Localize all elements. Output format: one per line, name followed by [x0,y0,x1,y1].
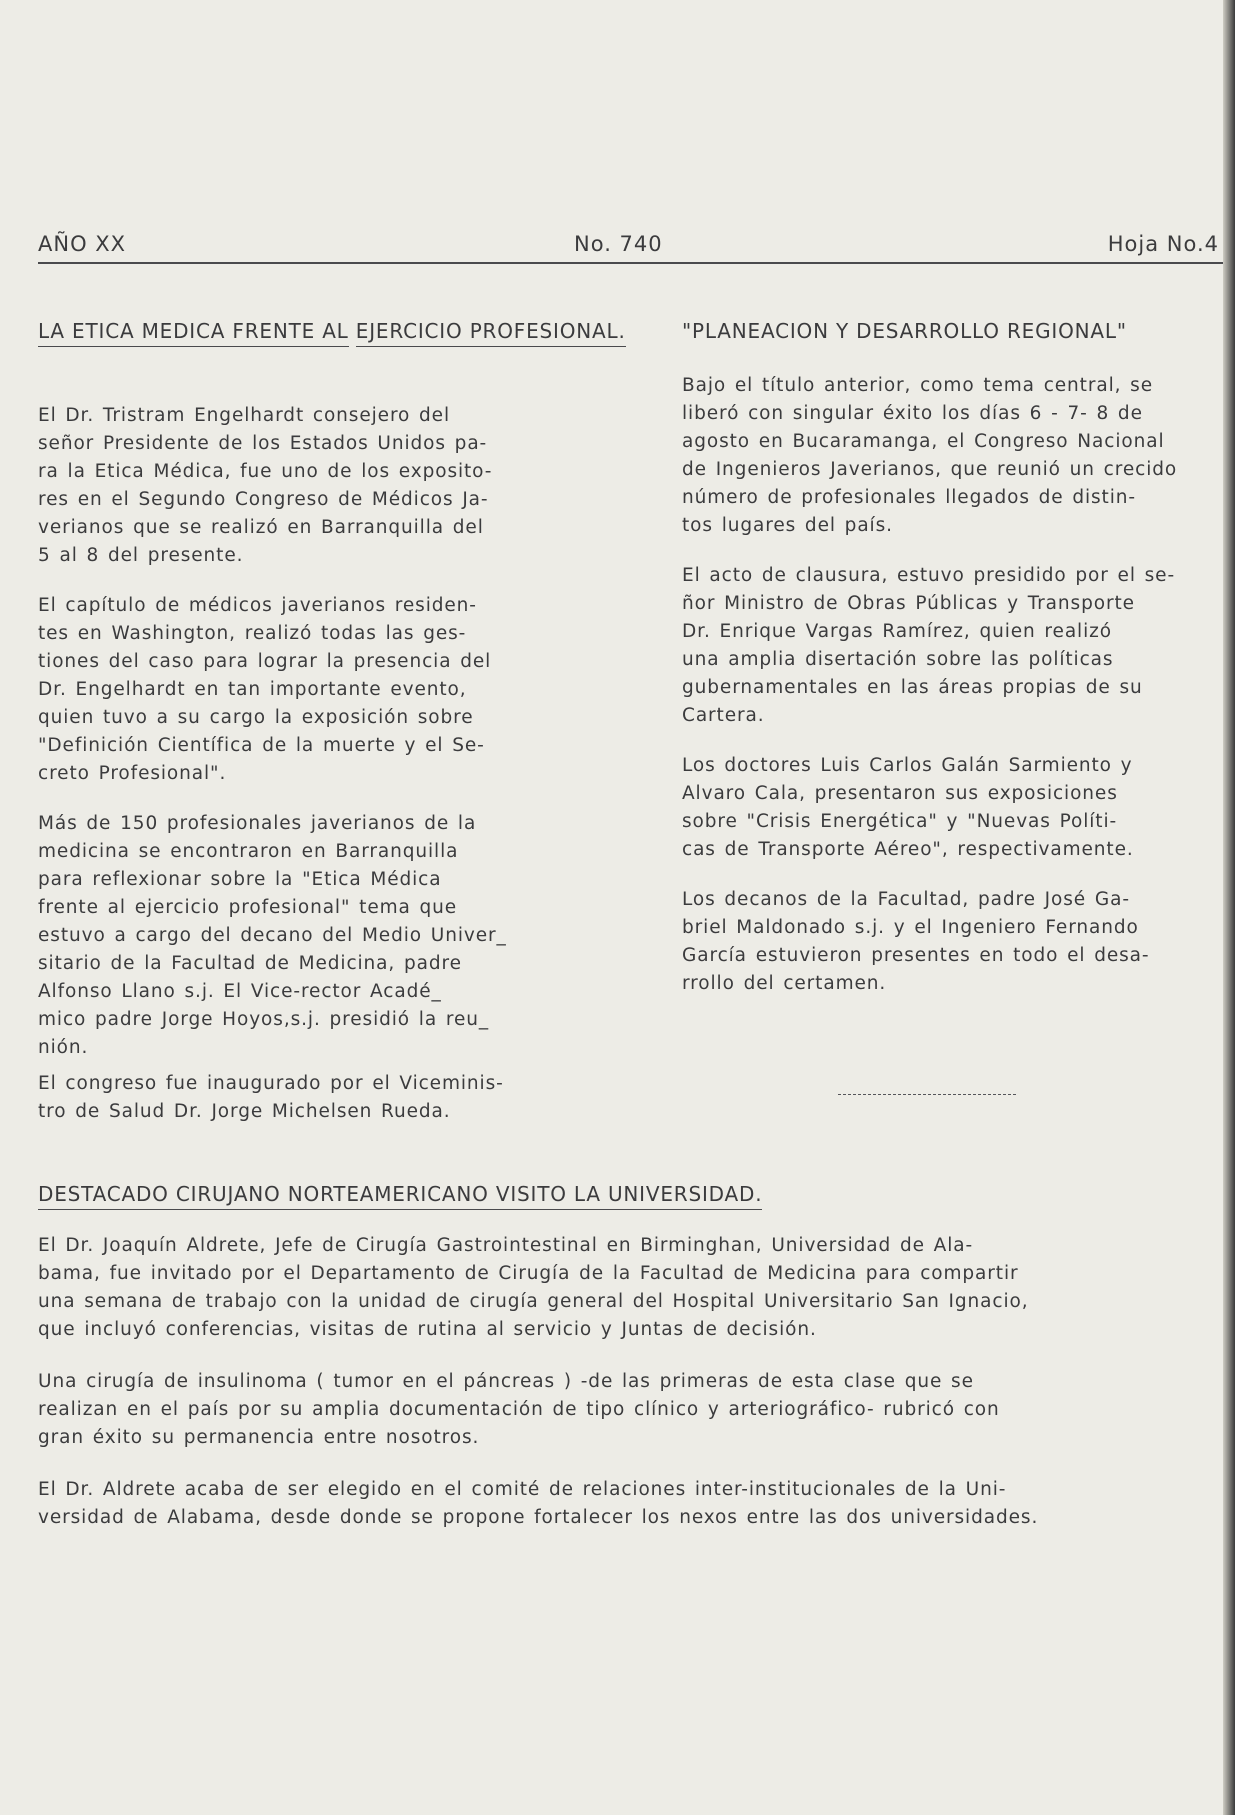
left-paragraph: Más de 150 profesionales javerianos de la medicina se encontraron en Barranquilla para reflexionar sobre la "Etica Médica frente al ejercicio profesional" tema que estuvo a cargo del decano del Medio Univer_ sitario de la Facultad de Medicina, padre Alfonso Llano s.j. El Vice-rector Acadé_ mico padre Jorge Hoyos,s.j. presidió la reu_ nión. [38,813,507,1058]
bottom-paragraph: El Dr. Aldrete acaba de ser elegido en el comité de relaciones inter-institucionales de la Uni- versidad de Alabama, desde donde se propone fortalecer los nexos entre las dos universidades. [38,1479,1039,1528]
header-number: No. 740 [574,232,663,256]
right-paragraph: Los doctores Luis Carlos Galán Sarmiento y Alvaro Cala, presentaron sus exposiciones sobre "Crisis Energética" y "Nuevas Políti- cas de Transporte Aéreo", respectivamente. [682,755,1134,860]
right-article-body [682,372,1235,1020]
bottom-article-body [38,1232,1235,1556]
right-paragraph: Los decanos de la Facultad, padre José Ga- briel Maldonado s.j. y el Ingeniero Fernando García estuvieron presentes en todo el desa- rrollo del certamen. [682,889,1150,994]
left-title-line2: EJERCICIO PROFESIONAL. [356,317,626,347]
left-article-title [38,317,626,347]
bottom-paragraph: Una cirugía de insulinoma ( tumor en el páncreas ) -de las primeras de esta clase que se realizan en el país por su amplia documentación de tipo clínico y arteriográfico- rubricó con gran éxito su permanencia entre nosotros. [38,1371,1000,1448]
header-sheet: Hoja No.4 [1107,232,1219,256]
left-paragraph: El Dr. Tristram Engelhardt consejero del señor Presidente de los Estados Unidos pa- ra la Etica Médica, fue uno de los exposito- res en el Segundo Congreso de Médicos Ja- verianos que se realizó en Barranquilla del 5 al 8 del presente. [38,405,493,566]
page-edge-shadow [1223,0,1235,1815]
right-article-title [682,317,1127,346]
bottom-article-title [38,1180,762,1210]
left-article-body [38,402,610,1148]
left-paragraph: El congreso fue inaugurado por el Viceminis- tro de Salud Dr. Jorge Michelsen Rueda. [38,1073,504,1122]
bottom-title-text: DESTACADO CIRUJANO NORTEAMERICANO VISITO LA UNIVERSIDAD. [38,1180,762,1210]
left-paragraph: El capítulo de médicos javerianos residen- tes en Washington, realizó todas las ges- tiones del caso para lograr la presencia del Dr. Engelhardt en tan importante evento, quien tuvo a su cargo la exposición sobre "Definición Científica de la muerte y el Se- creto Profesional". [38,595,492,784]
page-header [38,232,1223,264]
right-paragraph: Bajo el título anterior, como tema central, se liberó con singular éxito los días 6 - 7- 8 de agosto en Bucaramanga, el Congreso Nacional de Ingenieros Javerianos, que reunió un crecido número de profesionales llegados de distin- tos lugares del país. [682,375,1178,536]
bottom-paragraph: El Dr. Joaquín Aldrete, Jefe de Cirugía Gastrointestinal en Birminghan, Universidad de Ala- bama, fue invitado por el Departamento de Cirugía de la Facultad de Medicina para compartir una semana de trabajo con la unidad de cirugía general del Hospital Universitario San Ignacio, que incluyó conferencias, visitas de rutina al servicio y Juntas de decisión. [38,1235,1029,1340]
left-title-line1: LA ETICA MEDICA FRENTE AL [38,317,349,347]
right-paragraph: El acto de clausura, estuvo presidido por el se- ñor Ministro de Obras Públicas y Transporte Dr. Enrique Vargas Ramírez, quien realizó una amplia disertación sobre las políticas gubernamentales en las áreas propias de su Cartera. [682,565,1176,726]
header-year: AÑO XX [38,232,127,256]
right-title-text: "PLANEACION Y DESARROLLO REGIONAL" [682,319,1127,343]
section-divider [838,1094,1016,1095]
